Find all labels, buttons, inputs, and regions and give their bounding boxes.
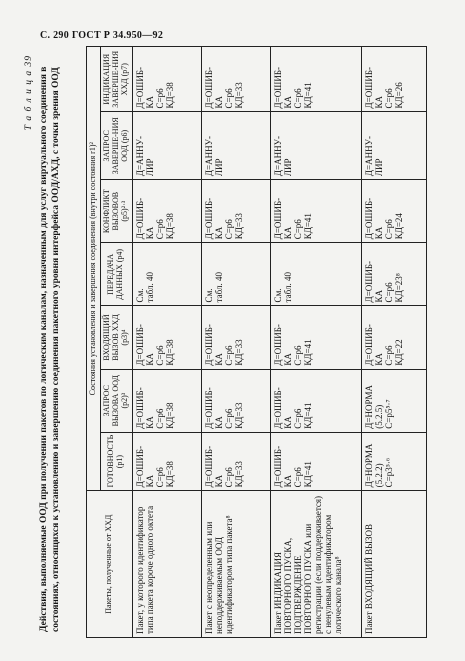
cell-line: КД=41 bbox=[303, 213, 314, 240]
cell-line: Д=ОШИБ- bbox=[272, 445, 283, 488]
table-cell bbox=[132, 47, 201, 112]
cell-line: Д=ОШИБ- bbox=[134, 324, 145, 366]
table-cell bbox=[361, 180, 426, 243]
table-cell bbox=[132, 369, 201, 432]
cell-line: Д=ОШИБ- bbox=[363, 67, 374, 109]
cell-line: С=р6 bbox=[223, 88, 234, 109]
cell-line: Д=ОШИБ- bbox=[203, 445, 214, 488]
cell-line: КА bbox=[144, 353, 155, 366]
cell-line: КД=41 bbox=[303, 402, 314, 429]
cell-line: С=р3⁵·⁶ bbox=[383, 458, 394, 488]
table-row bbox=[132, 47, 201, 638]
cell-line: КД=38 bbox=[165, 461, 176, 488]
cell-line: КА bbox=[282, 95, 293, 109]
cell-line: КД=38 bbox=[165, 82, 176, 109]
cell-line: КА bbox=[282, 474, 293, 488]
cell-line: КД=38 bbox=[165, 402, 176, 429]
cell-line: ЛИР bbox=[213, 158, 224, 177]
cell-line: КА bbox=[213, 353, 224, 366]
cell-line: КА bbox=[282, 416, 293, 429]
col-header-p3: ВХОДЯЩИЙ ВЫЗОВ ХХД (p3)⁴ bbox=[100, 306, 132, 369]
cell-line: Д=НОРМА bbox=[363, 385, 374, 429]
table-cell bbox=[201, 369, 270, 432]
cell-line: (5.2.5) bbox=[373, 404, 384, 429]
cell-line: КА bbox=[373, 289, 384, 303]
cell-line: С=р5⁵·⁷ bbox=[383, 399, 394, 429]
cell-line: С=р6 bbox=[154, 88, 165, 109]
cell-line: Д=АННУ- bbox=[363, 136, 374, 177]
cell-line: ЛИР bbox=[282, 158, 293, 177]
cell-line: Д=ОШИБ- bbox=[134, 67, 145, 109]
cell-line: См. bbox=[272, 288, 283, 303]
cell-line: КД=33 bbox=[234, 461, 245, 488]
cell-line: КА bbox=[282, 226, 293, 240]
cell-line: С=р6 bbox=[383, 88, 394, 109]
cell-line: См. bbox=[134, 288, 145, 303]
table-title: Действия, выполняемые ООД при получении пакетов по логическим каналам, назначенным для услуг виртуальнoго соединения в состояниях, относящихся к установлению и завершению соединения пакетного уровня интерфейса ООД/АХД, с точки зрения ООД bbox=[39, 66, 62, 632]
cell-line: КА bbox=[144, 474, 155, 488]
col-header-p6: ЗАПРОС ЗАВЕРШЕ-НИЯ ООД (p6) bbox=[100, 112, 132, 180]
page-header: С. 290 ГОСТ Р 34.950—92 bbox=[40, 30, 164, 41]
cell-line: КА bbox=[213, 474, 224, 488]
cell-line: КД=33 bbox=[234, 402, 245, 429]
table-cell bbox=[132, 243, 201, 306]
state-table bbox=[86, 46, 427, 638]
row-label: Пакет, у которого идентификатор типа пакета короче одного октета bbox=[132, 491, 201, 638]
cell-line: (5.2.2) bbox=[373, 463, 384, 488]
col-header-p1: ГОТОВНОСТЬ (p1) bbox=[100, 432, 132, 491]
cell-line: С=р6 bbox=[223, 219, 234, 240]
table-cell bbox=[270, 180, 361, 243]
cell-line: С=р6 bbox=[154, 467, 165, 488]
table-cell bbox=[361, 432, 426, 491]
cell-line: Д=ОШИБ- bbox=[363, 260, 374, 303]
cell-line: С=р6 bbox=[223, 467, 234, 488]
cell-line: табл. 40 bbox=[144, 272, 155, 303]
cell-line: С=р6 bbox=[292, 345, 303, 366]
cell-line: КД=41 bbox=[303, 339, 314, 366]
rotated-table-page bbox=[20, 20, 440, 640]
table-cell bbox=[361, 369, 426, 432]
table-cell bbox=[132, 432, 201, 491]
cell-line: ЛИР bbox=[144, 158, 155, 177]
table-row bbox=[201, 47, 270, 638]
table-cell bbox=[201, 306, 270, 369]
cell-line: С=р6 bbox=[223, 408, 234, 429]
cell-line: С=р6 bbox=[292, 219, 303, 240]
row-label: Пакет ИНДИКАЦИЯ ПОВТОРНОГО ПУСКА, ПОДТВЕРЖДЕНИЕ ПОВТОРНОГО ПУСКА или регистрации (если поддерживается) с ненулевым идентификатором логического канала⁸ bbox=[270, 491, 361, 638]
table-cell bbox=[201, 112, 270, 180]
cell-line: Д=НОРМА bbox=[363, 443, 374, 488]
cell-line: табл. 40 bbox=[282, 272, 293, 303]
cell-line: КА bbox=[144, 416, 155, 429]
cell-line: С=р6 bbox=[292, 408, 303, 429]
cell-line: С=р6 bbox=[383, 282, 394, 303]
cell-line: С=р6 bbox=[154, 345, 165, 366]
col-header-p5: КОНФЛИКТ ВЫЗОВОВ (p5)²·³ bbox=[100, 180, 132, 243]
table-cell bbox=[201, 243, 270, 306]
cell-line: табл. 40 bbox=[213, 272, 224, 303]
table-cell bbox=[361, 306, 426, 369]
cell-line: КА bbox=[213, 226, 224, 240]
cell-line: КД=38 bbox=[165, 213, 176, 240]
cell-line: Д=ОШИБ- bbox=[363, 324, 374, 366]
table-cell bbox=[270, 306, 361, 369]
cell-line: С=р6 bbox=[383, 219, 394, 240]
cell-line: Д=АННУ- bbox=[134, 136, 145, 177]
cell-line: КД=33 bbox=[234, 213, 245, 240]
cell-line: См. bbox=[203, 288, 214, 303]
table-cell bbox=[201, 180, 270, 243]
cell-line: КА bbox=[373, 95, 384, 109]
cell-line: КА bbox=[213, 416, 224, 429]
row-label: Пакет ВХОДЯЩИЙ ВЫЗОВ bbox=[361, 491, 426, 638]
cell-line: КД=33 bbox=[234, 339, 245, 366]
cell-line: Д=ОШИБ- bbox=[272, 324, 283, 366]
cell-line: С=р6 bbox=[154, 408, 165, 429]
cell-line: Д=ОШИБ- bbox=[272, 387, 283, 429]
table-cell bbox=[201, 432, 270, 491]
cell-line: КД=41 bbox=[303, 461, 314, 488]
table-cell bbox=[132, 112, 201, 180]
cell-line: КД=26 bbox=[394, 82, 405, 109]
table-body bbox=[132, 47, 426, 638]
cell-line: С=р6 bbox=[223, 345, 234, 366]
col-header-p7: ИНДИКАЦИЯ ЗАВЕРШЕ-НИЯ ХХД (p7) bbox=[100, 47, 132, 112]
cell-line: Д=АННУ- bbox=[272, 136, 283, 177]
cell-line: Д=АННУ- bbox=[203, 136, 214, 177]
table-row bbox=[361, 47, 426, 638]
cell-line: Д=ОШИБ- bbox=[134, 445, 145, 488]
cell-line: Д=ОШИБ- bbox=[203, 67, 214, 109]
table-cell bbox=[361, 47, 426, 112]
table-cell bbox=[270, 243, 361, 306]
table-cell bbox=[132, 306, 201, 369]
cell-line: Д=ОШИБ- bbox=[203, 324, 214, 366]
cell-line: КД=33 bbox=[234, 82, 245, 109]
col-header-packets: Пакеты, полученные от ХХД bbox=[87, 491, 133, 638]
row-label: Пакет с неопределенным или неподдерживаемым ООД идентификатором типа пакета⁸ bbox=[201, 491, 270, 638]
table-cell bbox=[270, 47, 361, 112]
cell-line: КД=23⁸ bbox=[394, 273, 405, 303]
cell-line: С=р6 bbox=[154, 219, 165, 240]
cell-line: С=р6 bbox=[292, 88, 303, 109]
cell-line: Д=ОШИБ- bbox=[272, 67, 283, 109]
cell-line: С=р6 bbox=[383, 345, 394, 366]
cell-line: Д=ОШИБ- bbox=[203, 197, 214, 240]
cell-line: Д=ОШИБ- bbox=[203, 387, 214, 429]
cell-line: С=р6 bbox=[292, 467, 303, 488]
cell-line: КД=38 bbox=[165, 339, 176, 366]
table-cell bbox=[132, 180, 201, 243]
table-cell bbox=[270, 112, 361, 180]
cell-line: Д=ОШИБ- bbox=[134, 197, 145, 240]
table-cell bbox=[201, 47, 270, 112]
cell-line: КА bbox=[144, 95, 155, 109]
cell-line: КА bbox=[144, 226, 155, 240]
cell-line: КА bbox=[373, 353, 384, 366]
cell-line: КД=24 bbox=[394, 213, 405, 240]
table-row bbox=[270, 47, 361, 638]
table-cell bbox=[361, 112, 426, 180]
table-caption: Т а б л и ц а 39 bbox=[24, 55, 34, 131]
cell-line: Д=ОШИБ- bbox=[134, 387, 145, 429]
group-header: Состояния установления и завершения соединения (внутри состояния r1)² bbox=[87, 47, 101, 491]
cell-line: КД=41 bbox=[303, 82, 314, 109]
cell-line: КА bbox=[373, 226, 384, 240]
cell-line: КА bbox=[282, 353, 293, 366]
table-cell bbox=[270, 432, 361, 491]
cell-line: Д=ОШИБ- bbox=[272, 197, 283, 240]
cell-line: КА bbox=[213, 95, 224, 109]
col-header-p2: ЗАПРОС ВЫЗОВА ООД (p2)³ bbox=[100, 369, 132, 432]
cell-line: КД=22 bbox=[394, 339, 405, 366]
cell-line: ЛИР bbox=[373, 158, 384, 177]
col-header-p4: ПЕРЕДАЧА ДАННЫХ (p4) bbox=[100, 243, 132, 306]
cell-line: Д=ОШИБ- bbox=[363, 197, 374, 240]
table-cell bbox=[361, 243, 426, 306]
table-cell bbox=[270, 369, 361, 432]
